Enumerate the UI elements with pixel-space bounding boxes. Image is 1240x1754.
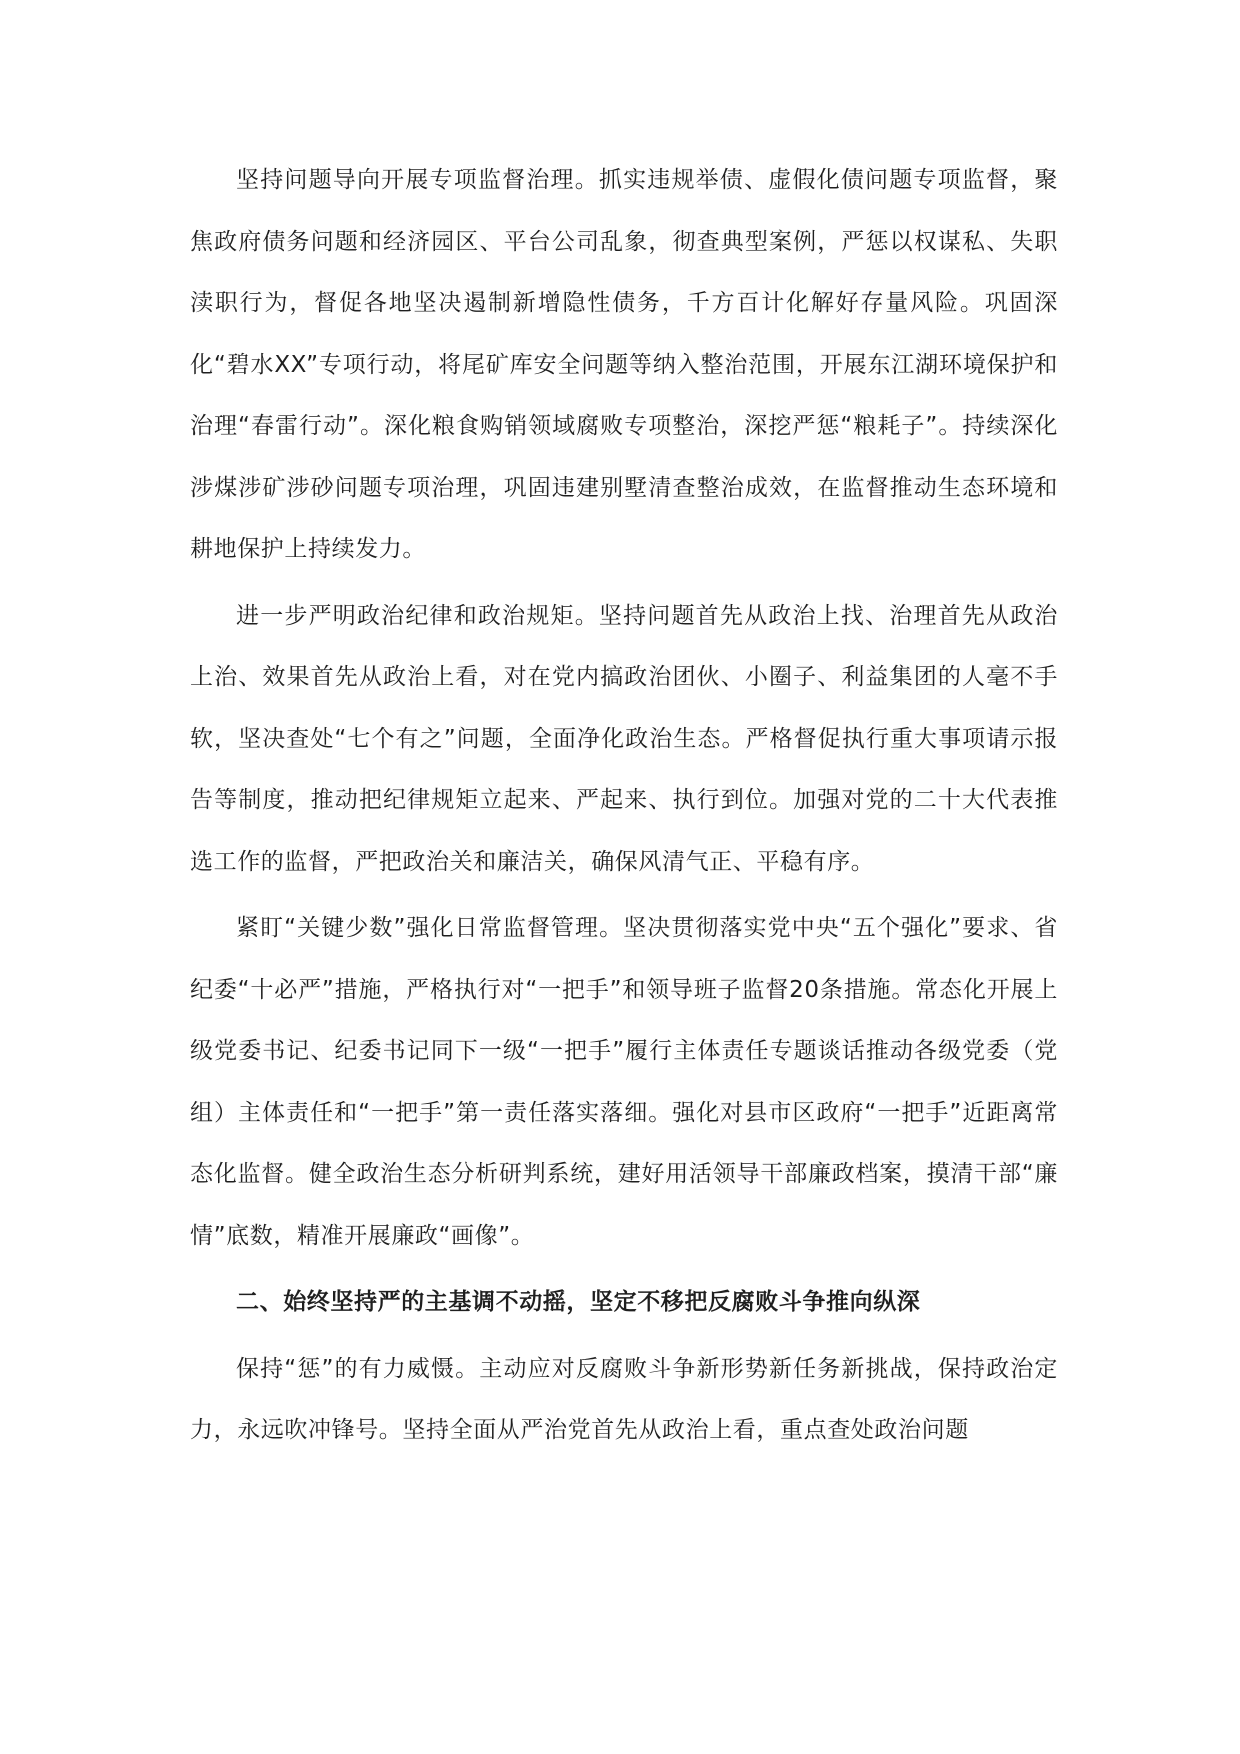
paragraph-special-supervision: 坚持问题导向开展专项监督治理。抓实违规举债、虚假化债问题专项监督，聚焦政府债务问题和经济园区、平台公司乱象，彻查典型案例，严惩以权谋私、失职渎职行为，督促各地坚决遏制新增隐性债务，千方百计化解好存量风险。巩固深化“碧水XX”专项行动，将尾矿库安全问题等纳入整治范围，开展东江湖环境保护和治理“春雷行动”。深化粮食购销领域腐败专项整治，深挖严惩“粮耗子”。持续深化涉煤涉矿涉砂问题专项治理，巩固违建别墅清查整治成效，在监督推动生态环境和耕地保护上持续发力。 bbox=[190, 167, 1058, 562]
paragraph-deterrence: 保持“惩”的有力威慑。主动应对反腐败斗争新形势新任务新挑战，保持政治定力，永远吹冲锋号。坚持全面从严治党首先从政治上看，重点查处政治问题 bbox=[190, 1355, 1058, 1443]
paragraph-key-minority: 紧盯“关键少数”强化日常监督管理。坚决贯彻落实党中央“五个强化”要求、省纪委“十必严”措施，严格执行对“一把手”和领导班子监督20条措施。常态化开展上级党委书记、纪委书记同下一级“一把手”履行主体责任专题谈话推动各级党委（党组）主体责任和“一把手”第一责任落实落细。强化对县市区政府“一把手”近距离常态化监督。健全政治生态分析研判系统，建好用活领导干部廉政档案，摸清干部“廉情”底数，精准开展廉政“画像”。 bbox=[190, 915, 1058, 1249]
document-body bbox=[190, 150, 1058, 1462]
section-heading: 二、始终坚持严的主基调不动摇，坚定不移把反腐败斗争推向纵深 bbox=[236, 1289, 921, 1315]
paragraph-political-discipline: 进一步严明政治纪律和政治规矩。坚持问题首先从政治上找、治理首先从政治上治、效果首先从政治上看，对在党内搞政治团伙、小圈子、利益集团的人毫不手软，坚决查处“七个有之”问题，全面净化政治生态。严格督促执行重大事项请示报告等制度，推动把纪律规矩立起来、严起来、执行到位。加强对党的二十大代表推选工作的监督，严把政治关和廉洁关，确保风清气正、平稳有序。 bbox=[190, 602, 1058, 875]
